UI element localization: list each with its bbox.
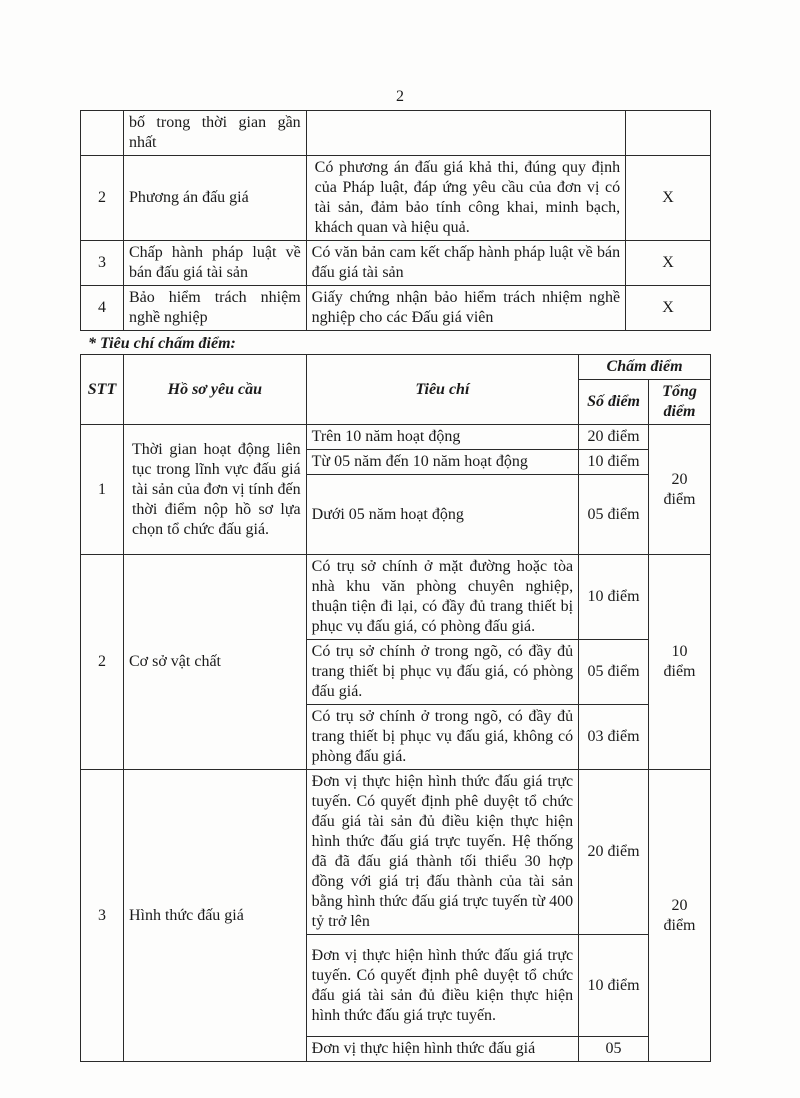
criteria-cell: Trên 10 năm hoạt động	[306, 425, 578, 450]
criteria-cell: Đơn vị thực hiện hình thức đấu giá trực tuyến. Có quyết định phê duyệt tổ chức đấu giá tài sản đủ điều kiện thực hiện hình thức đấu giá trực tuyến.	[306, 935, 578, 1037]
item-cell: Bảo hiểm trách nhiệm nghề nghiệp	[123, 286, 306, 331]
criteria-cell: Có trụ sở chính ở mặt đường hoặc tòa nhà khu văn phòng chuyên nghiệp, thuận tiện đi lại, có đầy đủ trang thiết bị phục vụ đấu giá, có phòng đấu giá.	[306, 555, 578, 640]
mark-cell	[626, 111, 711, 156]
table-row	[81, 770, 711, 935]
criteria-cell: Có trụ sở chính ở trong ngõ, có đầy đủ trang thiết bị phục vụ đấu giá, có phòng đấu giá.	[306, 640, 578, 705]
mark-cell: X	[626, 241, 711, 286]
criteria-cell: Đơn vị thực hiện hình thức đấu giá trực tuyến. Có quyết định phê duyệt tổ chức đấu giá tài sản đủ điều kiện thực hiện hình thức đấu giá trực tuyến. Hệ thống đã đã đấu giá thành tối thiểu 30 hợp đồng với giá trị đấu thành của tài sản bằng hình thức đấu giá trực tuyến từ 400 tỷ trở lên	[306, 770, 578, 935]
stt-cell: 4	[81, 286, 124, 331]
scoring-header: Chấm điểm	[579, 355, 711, 380]
header-row	[81, 355, 711, 380]
table-row	[81, 156, 711, 241]
points-header: Số điểm	[579, 380, 649, 425]
mark-cell: X	[626, 156, 711, 241]
points-cell: 05	[579, 1037, 649, 1062]
criteria-cell: Có trụ sở chính ở trong ngõ, có đầy đủ trang thiết bị phục vụ đấu giá, không có phòng đấu giá.	[306, 705, 578, 770]
requirement-cell: Hình thức đấu giá	[123, 770, 306, 1062]
stt-cell	[81, 111, 124, 156]
requirement-header: Hồ sơ yêu cầu	[123, 355, 306, 425]
total-header: Tổng điểm	[649, 380, 711, 425]
points-cell: 05 điểm	[579, 475, 649, 555]
item-cell: bố trong thời gian gần nhất	[123, 111, 306, 156]
requirements-table	[80, 110, 711, 331]
table-row	[81, 425, 711, 450]
total-cell: 20 điểm	[649, 770, 711, 1062]
content-cell: Có phương án đấu giá khả thi, đúng quy định của Pháp luật, đáp ứng yêu cầu của đơn vị có tài sản, đảm bảo tính công khai, minh bạch, khách quan và hiệu quả.	[306, 156, 625, 241]
criteria-cell: Đơn vị thực hiện hình thức đấu giá	[306, 1037, 578, 1062]
content-cell: Có văn bản cam kết chấp hành pháp luật về bán đấu giá tài sản	[306, 241, 625, 286]
points-cell: 10 điểm	[579, 450, 649, 475]
stt-cell: 3	[81, 241, 124, 286]
scoring-table	[80, 354, 711, 1062]
table-row	[81, 286, 711, 331]
table-row	[81, 111, 711, 156]
page-number: 2	[396, 88, 404, 105]
mark-cell: X	[626, 286, 711, 331]
section-title: * Tiêu chí chấm điểm:	[88, 335, 236, 352]
points-cell: 20 điểm	[579, 425, 649, 450]
points-cell: 20 điểm	[579, 770, 649, 935]
requirement-cell: Thời gian hoạt động liên tục trong lĩnh vực đấu giá tài sản của đơn vị tính đến thời điểm nộp hồ sơ lựa chọn tổ chức đấu giá.	[123, 425, 306, 555]
stt-cell: 2	[81, 555, 124, 770]
content-cell	[306, 111, 625, 156]
table-row	[81, 555, 711, 640]
points-cell: 10 điểm	[579, 935, 649, 1037]
total-cell: 10 điểm	[649, 555, 711, 770]
points-cell: 03 điểm	[579, 705, 649, 770]
stt-cell: 2	[81, 156, 124, 241]
criteria-cell: Dưới 05 năm hoạt động	[306, 475, 578, 555]
item-cell: Chấp hành pháp luật về bán đấu giá tài sản	[123, 241, 306, 286]
points-cell: 05 điểm	[579, 640, 649, 705]
total-cell: 20 điểm	[649, 425, 711, 555]
content-cell: Giấy chứng nhận bảo hiểm trách nhiệm nghề nghiệp cho các Đấu giá viên	[306, 286, 625, 331]
criteria-header: Tiêu chí	[306, 355, 578, 425]
table-row	[81, 241, 711, 286]
requirement-cell: Cơ sở vật chất	[123, 555, 306, 770]
points-cell: 10 điểm	[579, 555, 649, 640]
stt-cell: 1	[81, 425, 124, 555]
item-cell: Phương án đấu giá	[123, 156, 306, 241]
stt-header: STT	[81, 355, 124, 425]
stt-cell: 3	[81, 770, 124, 1062]
criteria-cell: Từ 05 năm đến 10 năm hoạt động	[306, 450, 578, 475]
